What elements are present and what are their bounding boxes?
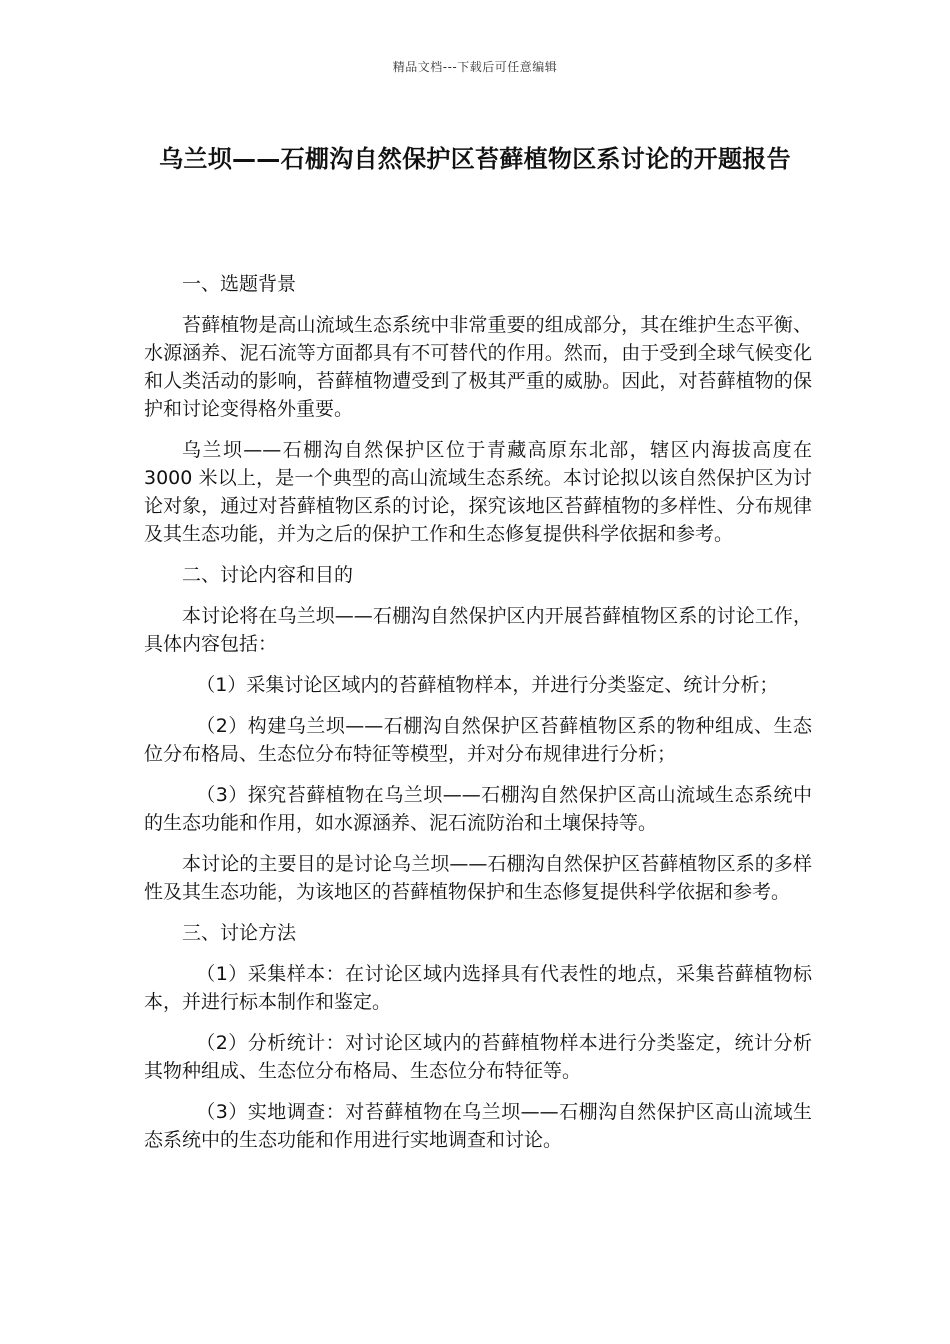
document-body [144,270,812,1167]
list-item-method-1: （1）采集样本：在讨论区域内选择具有代表性的地点，采集苔藓植物标本，并进行标本制作和鉴定。 [144,963,812,1013]
section-heading-background: 一、选题背景 [182,273,297,295]
list-item-content-2: （2）构建乌兰坝——石棚沟自然保护区苔藓植物区系的物种组成、生态位分布格局、生态位分布特征等模型，并对分布规律进行分析； [144,715,812,765]
section-heading-method: 三、讨论方法 [182,922,297,944]
paragraph-background-2: 乌兰坝——石棚沟自然保护区位于青藏高原东北部，辖区内海拔高度在 3000 米以上，是一个典型的高山流域生态系统。本讨论拟以该自然保护区为讨论对象，通过对苔藓植物区系的讨论，探究该地区苔藓植物的多样性、分布规律及其生态功能，并为之后的保护工作和生态修复提供科学依据和参考。 [144,439,812,545]
paragraph-content-intro: 本讨论将在乌兰坝——石棚沟自然保护区内开展苔藓植物区系的讨论工作，具体内容包括： [144,605,812,655]
document-title: 乌兰坝——石棚沟自然保护区苔藓植物区系讨论的开题报告 [159,145,791,173]
page-header: 精品文档---下载后可任意编辑 [392,60,558,74]
paragraph-background-1: 苔藓植物是高山流域生态系统中非常重要的组成部分，其在维护生态平衡、水源涵养、泥石流等方面都具有不可替代的作用。然而，由于受到全球气候变化和人类活动的影响，苔藓植物遭受到了极其严重的威胁。因此，对苔藓植物的保护和讨论变得格外重要。 [144,314,812,420]
section-heading-content: 二、讨论内容和目的 [182,564,354,586]
list-item-method-2: （2）分析统计：对讨论区域内的苔藓植物样本进行分类鉴定，统计分析其物种组成、生态位分布格局、生态位分布特征等。 [144,1032,812,1082]
paragraph-content-goal: 本讨论的主要目的是讨论乌兰坝——石棚沟自然保护区苔藓植物区系的多样性及其生态功能，为该地区的苔藓植物保护和生态修复提供科学依据和参考。 [144,853,812,903]
list-item-content-3: （3）探究苔藓植物在乌兰坝——石棚沟自然保护区高山流域生态系统中的生态功能和作用，如水源涵养、泥石流防治和土壤保持等。 [144,784,812,834]
list-item-method-3: （3）实地调查：对苔藓植物在乌兰坝——石棚沟自然保护区高山流域生态系统中的生态功能和作用进行实地调查和讨论。 [144,1101,812,1151]
list-item-content-1: （1）采集讨论区域内的苔藓植物样本，并进行分类鉴定、统计分析； [196,674,779,696]
